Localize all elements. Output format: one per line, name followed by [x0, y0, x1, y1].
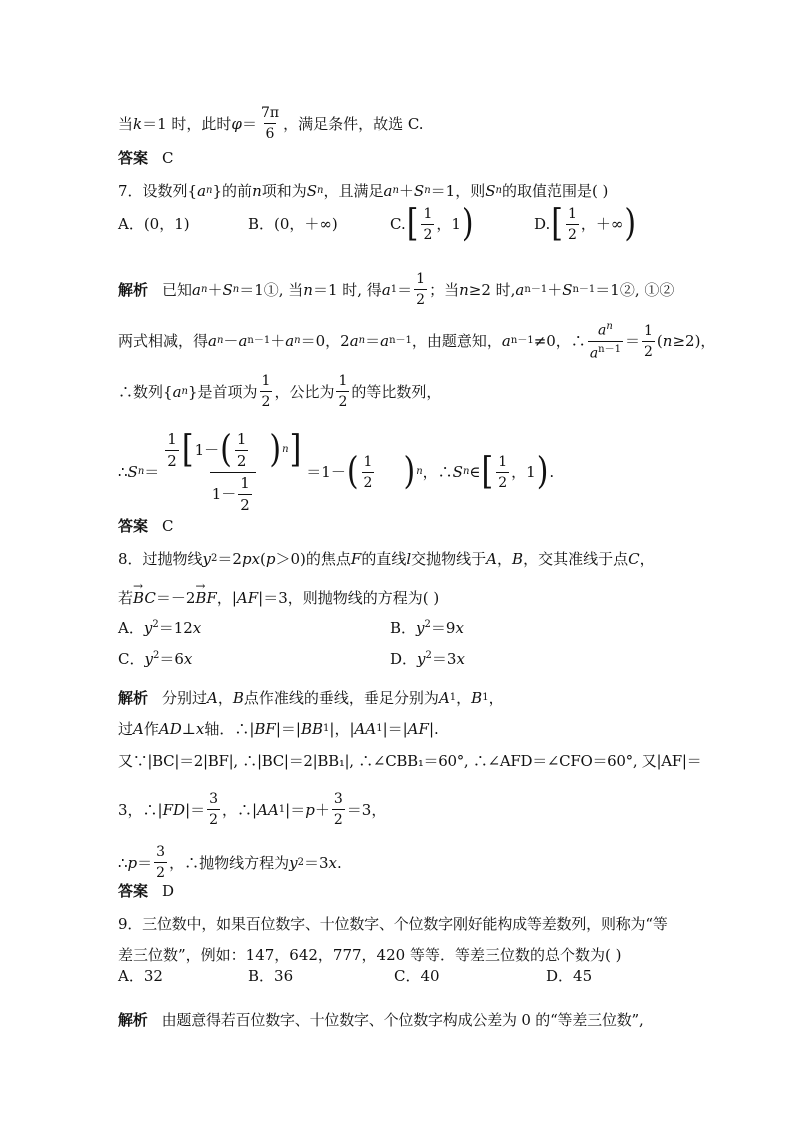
- option-c: C．40: [394, 967, 440, 985]
- answer-line-7: 答案 C: [118, 517, 174, 535]
- option-a: A．32: [118, 967, 163, 985]
- option-a: A．(0，1): [118, 215, 190, 233]
- option-b: B．$y^2=9x$: [390, 618, 464, 637]
- option-c: C. [ $\frac{1}{2}$ ，1 ): [390, 201, 474, 246]
- solution-8-line-4: 3，∴| F D |＝ $\frac{3}{2}$ ，∴| A A 1 |＝ p ＋ $\frac{3}{2}$ ＝3，: [118, 791, 387, 828]
- question-9-stem-1: 9．三位数中，如果百位数字、十位数字、个位数字刚好能构成等差数列，则称为“等: [118, 915, 668, 933]
- solution-7-sum-formula: ∴ S n ＝ $\frac{1}{2}$ [ 1 － ( $\frac{1}{2}$ ) n ] 1 － $\frac{1}{2}$ ＝1－ ( $\frac{1}{2}$ ) n ，∴ S n ∈ [ $\frac{1}{2}$ ，1 ) .: [118, 427, 555, 514]
- solution-8-line-5: ∴ p ＝ $\frac{3}{2}$ ，∴抛物线方程为 y 2 ＝3 x .: [118, 844, 342, 881]
- solution-7-line-3: ∴数列 { a n } 是首项为 $\frac{1}{2}$ ，公比为 $\frac{1}{2}$ 的等比数列，: [118, 373, 442, 410]
- question-8-stem-2: 若 → BC ＝－2 → BF ，| A F |＝3，则抛物线的方程为( ): [118, 579, 440, 607]
- sum-fraction: $\frac{1}{2}$ [ 1 － ( $\frac{1}{2}$ ) n ] 1 － $\frac{1}{2}$: [167, 427, 302, 514]
- option-c: C．$y^2=6x$: [118, 649, 193, 668]
- solution-8-line-2: 过 A 作 A D ⊥ x 轴．∴| B F |＝| B B 1 |，| A A 1 |＝| A F |.: [118, 720, 439, 738]
- question-9-stem-2: 差三位数”，例如：147，642，777，420 等等．等差三位数的总个数为( ): [118, 946, 622, 964]
- option-d: D．45: [546, 967, 593, 985]
- solution-8-line-1: 解析 分别过 A ， B 点作准线的垂线，垂足分别为 A 1 ， B 1 ，: [118, 689, 504, 707]
- solution-8-line-3: 又∵|BC|＝2|BF|, ∴|BC|＝2|BB₁|, ∴∠CBB₁＝60°, ∴∠AFD＝∠CFO＝60°, 又|AF|＝: [118, 752, 702, 770]
- option-b: B．36: [248, 967, 294, 985]
- solution-line-prev: 当 k ＝1 时，此时 φ ＝ $\frac{7\pi}{6}$ ，满足条件，故选 C.: [118, 105, 424, 142]
- question-8-stem-1: 8．过抛物线 y 2 ＝2 p x ( p ＞0)的焦点 F 的直线 l 交抛物线于 A ， B ，交其准线于点 C ，: [118, 550, 655, 568]
- option-a: A．$y^2=12x$: [118, 618, 202, 637]
- solution-7-line-1: 解析 已知 a n ＋ S n ＝1①, 当 n ＝1 时, 得 a 1 ＝ $\frac{1}{2}$ ；当 n ≥2 时, a n－1 ＋ S n－1 ＝1②, ①②: [118, 271, 675, 308]
- solution-9-line-1: 解析 由题意得若百位数字、十位数字、个位数字构成公差为 0 的“等差三位数”,: [118, 1011, 644, 1029]
- fraction-7pi-over-6: $\frac{7\pi}{6}$: [260, 105, 280, 142]
- answer-line-8: 答案 D: [118, 882, 175, 900]
- question-7-stem: 7．设数列 { a n } 的前 n 项和为 S n ，且满足 a n ＋ S n ＝1，则 S n 的取值范围是( ): [118, 182, 609, 200]
- answer-line-6: 答案 C: [118, 149, 174, 167]
- solution-7-line-2: 两式相减，得 a n － a n－1 ＋ a n ＝0，2 a n ＝ a n－1 ，由题意知， a n－1 ≠0，∴ $\frac{a^n}{a^{n-1}}$ ＝ $\frac{1}{2}$ ( n ≥2)，: [118, 321, 716, 362]
- option-b: B．(0，＋∞): [248, 215, 338, 233]
- option-d: D．$y^2=3x$: [390, 649, 465, 668]
- option-d: D. [ $\frac{1}{2}$ ，＋∞ ): [534, 201, 637, 246]
